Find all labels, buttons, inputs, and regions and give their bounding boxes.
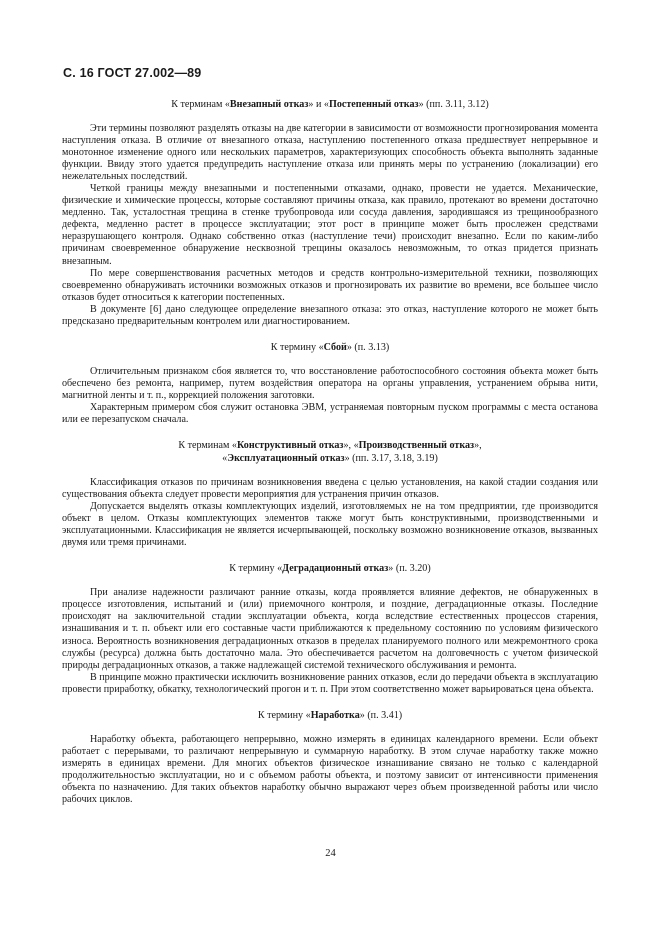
heading-part: К термину « (257, 709, 311, 721)
paragraph: Классификация отказов по причинам возникновения введена с целью установления, на какой стадии создания или существования объекта следует провести мероприятия для устранения причин отказов. (62, 477, 598, 501)
heading-term: Производственный отказ (358, 440, 475, 452)
section-heading-operational (62, 452, 598, 465)
paragraph: Четкой границы между внезапными и постепенными отказами, однако, провести не удается. Механические, физические и химические процессы, которые составляют причины отказа, как правило, протекают во времени достаточно медленно. Так, усталостная трещина в стенке трубопровода или сосуда давления, зародившаяся из трещинообразного дефекта, медленно растет в процессе эксплуатации; этот рост в принципе может быть прослежен средствами неразрушающего контроля. Однако собственно отказ (наступление течи) происходит внезапно. Если по каким-либо причинам своевременное обнаружение несквозной трещины оказалось невозможным, то отказ придется признать внезапным. (62, 183, 598, 267)
heading-part: » и « (308, 99, 329, 110)
paragraph: Характерным примером сбоя служит остановка ЭВМ, устраняемая повторным пуском программы с места останова или ее перезапуском сначала. (62, 401, 598, 425)
heading-term: Сбой (323, 341, 347, 353)
heading-term: Конструктивный отказ (236, 440, 344, 452)
paragraph: В документе [6] дано следующее определение внезапного отказа: это отказ, наступление которого не может быть предсказано предварительным контролем или диагностированием. (62, 303, 598, 327)
heading-term: Внезапный отказ (229, 99, 309, 110)
paragraph: В принципе можно практически исключить возникновение ранних отказов, если до передачи объекта в эксплуатацию провести приработку, обкатку, технологический прогон и т. п. При этом соответственно может варьироваться цена объекта. (62, 671, 598, 695)
heading-part: К термину « (229, 563, 283, 575)
heading-term: Деградационный отказ (282, 563, 389, 575)
paragraph: Отличительным признаком сбоя является то, что восстановление работоспособного состояния объекта может быть обеспечено без ремонта, например, путем воздействия оператора на органы управления, устранением обрыва нити, магнитной ленты и т. п., коррекцией положения заготовки. (62, 365, 598, 401)
heading-part: » (п. 3.20) (388, 563, 431, 575)
heading-term: Постепенный отказ (328, 99, 419, 110)
paragraph: При анализе надежности различают ранние отказы, когда проявляется влияние дефектов, не обнаруженных в процессе изготовления, испытаний и (или) приемочного контроля, и поздние, деградационные отказы. Последние происходят на заключительной стадии эксплуатации объекта, когда вследствие естественных процессов старения, изнашивания и т. п. объект или его составные части приближаются к предельному состоянию по условиям физического износа. Вероятность возникновения деградационных отказов в пределах планируемого полного или межремонтного срока службы (ресурса) должна быть достаточно мала. Это обеспечивается расчетом на долговечность с учетом физической природы деградационных отказов, а также надлежащей системой технического обслуживания и ремонта. (62, 587, 598, 671)
heading-part: К термину « (270, 341, 324, 353)
heading-term: Наработка (310, 709, 360, 721)
heading-part: « (222, 453, 228, 465)
section-heading-sudden-gradual (62, 98, 598, 111)
section-heading-degradation (62, 562, 598, 575)
page-number: 24 (325, 848, 336, 859)
heading-part: » (пп. 3.17, 3.18, 3.19) (344, 453, 438, 465)
paragraph: По мере совершенствования расчетных методов и средств контрольно-измерительной техники, позволяющих своевременно обнаруживать источники возможных отказов и прогнозировать их развитие во времени, все большее число отказов будет относиться к категории постепенных. (62, 267, 598, 303)
paragraph: Допускается выделять отказы комплектующих изделий, изготовляемых не на том предприятии, где производится объект в целом. Отказы комплектующих элементов также могут быть конструктивными, производственными и эксплуатационными. Классификация не является исчерпывающей, поскольку возможно возникновение отказов, вызванных двумя или тремя причинами. (62, 501, 598, 549)
section-heading-operating-time (62, 709, 598, 722)
heading-part: » (п. 3.41) (359, 709, 403, 721)
page-content (62, 98, 598, 806)
heading-part: » (пп. 3.11, 3.12) (418, 99, 489, 110)
section-heading-failure-glitch (62, 341, 598, 354)
heading-part: К терминам « (171, 99, 230, 110)
heading-part: » (п. 3.13) (346, 341, 390, 353)
paragraph: Эти термины позволяют разделять отказы на две категории в зависимости от возможности прогнозирования момента наступления отказа. В отличие от внезапного отказа, наступлению постепенного отказа предшествует непрерывное и монотонное изменение одного или нескольких параметров, характеризующих способность объекта выполнять заданные функции. Ввиду этого удается предупредить наступление отказа или принять меры по устранению (локализации) его нежелательных последствий. (62, 123, 598, 183)
page-header: С. 16 ГОСТ 27.002—89 (63, 66, 202, 80)
heading-part: К терминам « (178, 440, 237, 452)
paragraph: Наработку объекта, работающего непрерывно, можно измерять в единицах календарного времени. Если объект работает с перерывами, то различают непрерывную и суммарную наработку. В этом случае наработку также можно измерять в единицах времени. Для многих объектов физическое изнашивание связано не только с календарной продолжительностью эксплуатации, но и с объемом работы объекта, и поэтому зависит от интенсивности применения объекта по назначению. Для таких объектов наработку обычно выражают через объем произведенной работы или число рабочих циклов. (62, 733, 598, 805)
heading-term: Эксплуатационный отказ (227, 453, 345, 465)
section-heading-design-production (62, 439, 598, 452)
heading-part: », (474, 440, 482, 452)
heading-part: », « (343, 440, 359, 452)
